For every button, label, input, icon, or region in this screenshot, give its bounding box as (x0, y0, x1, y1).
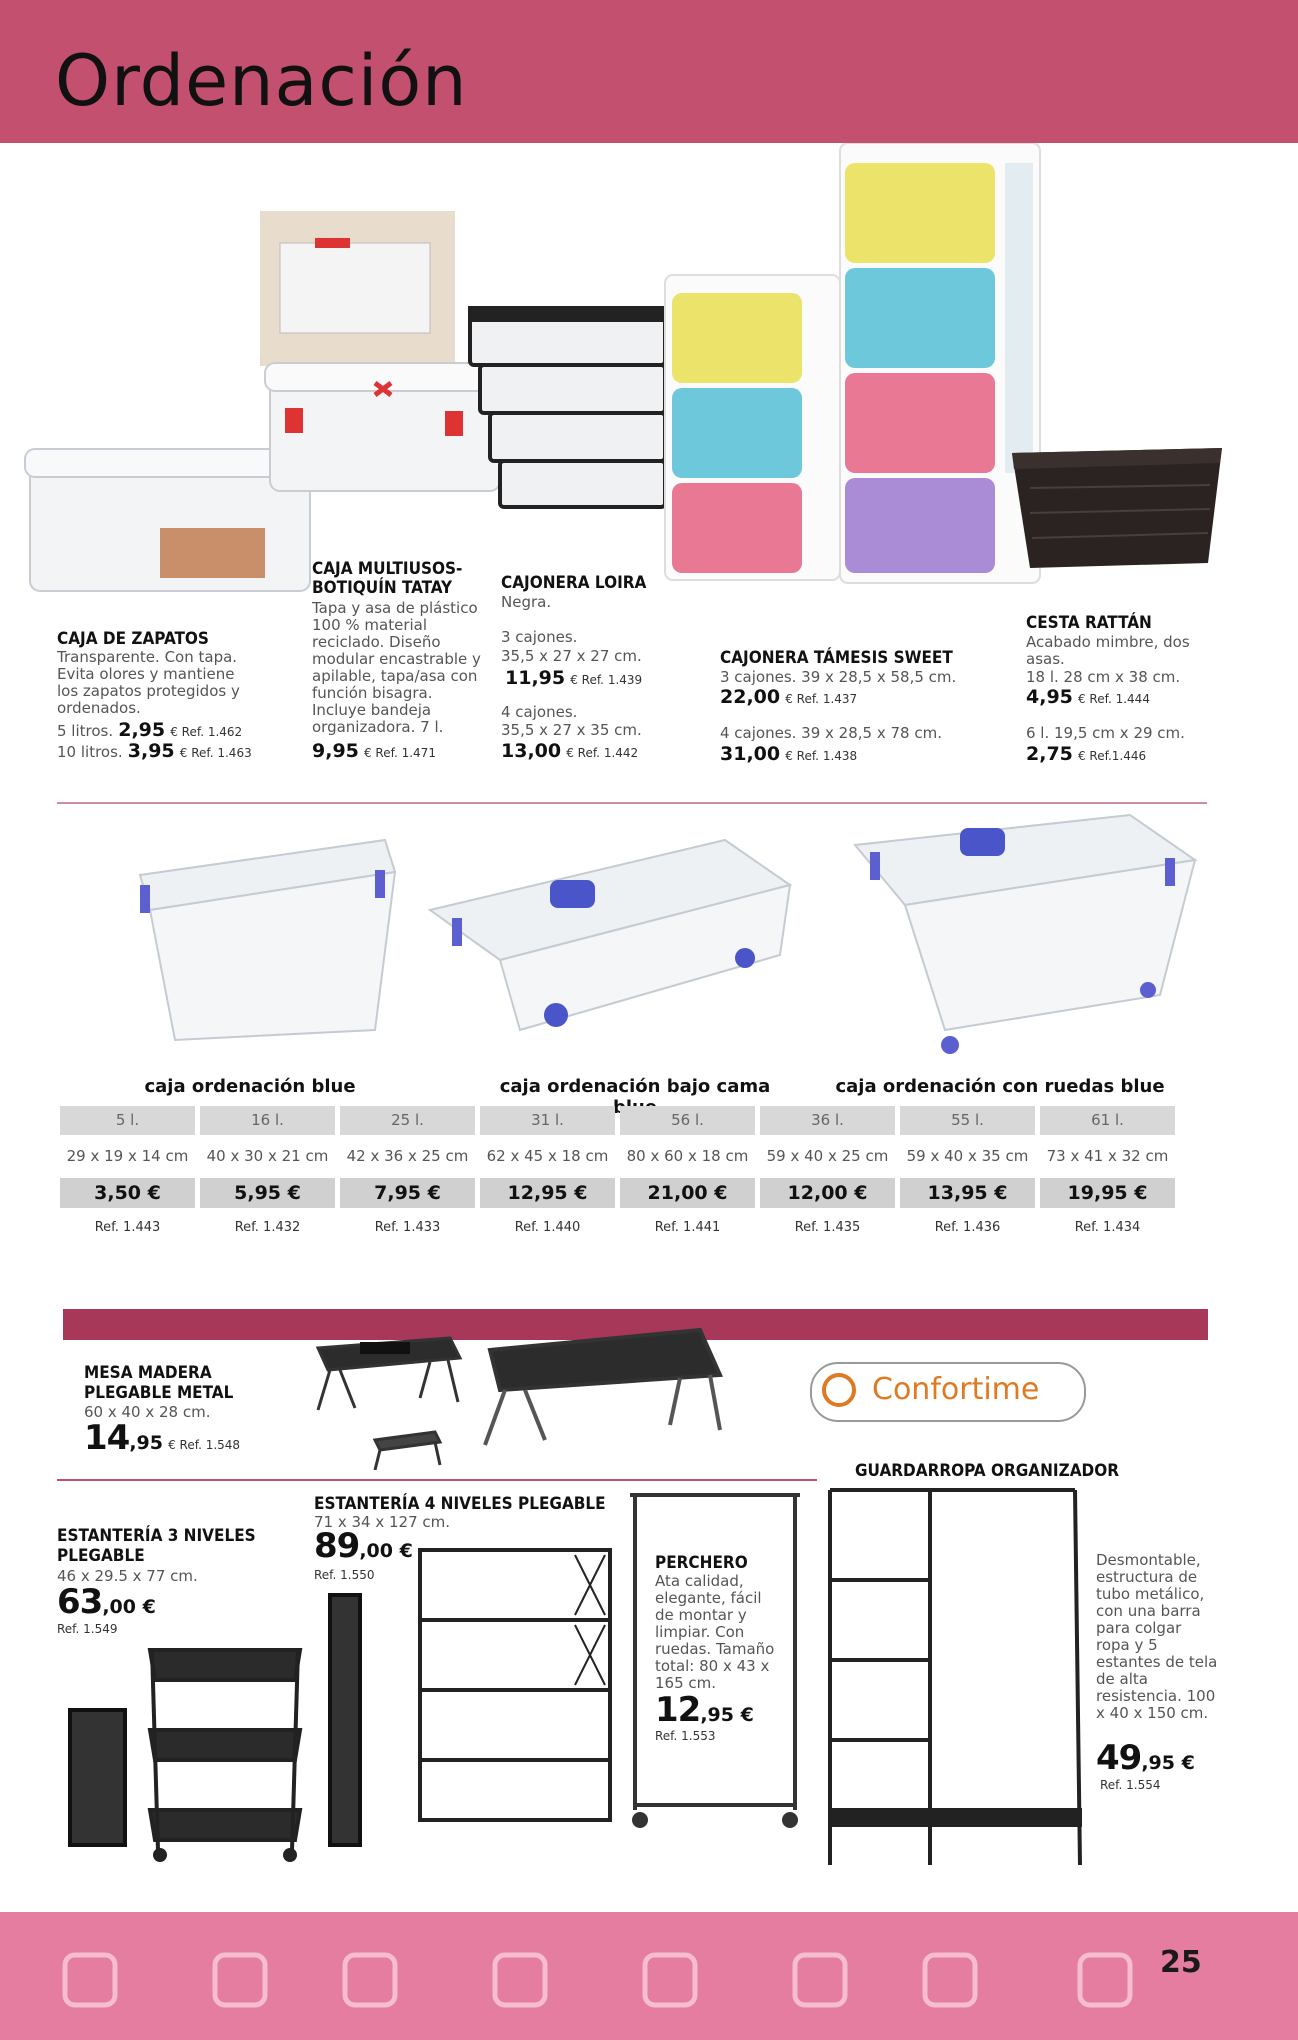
rattan-opt1-price: 4,95 (1026, 686, 1073, 708)
option-price: 2,95 (118, 719, 166, 741)
shoe-box-option-1 (57, 719, 242, 741)
shoe-box-desc: Transparente. Con tapa. Evita olores y mantiene los zapatos protegidos y ordenados. (57, 648, 240, 717)
tamesis-opt1-price: 22,00 (720, 686, 781, 708)
capacity-cell: 55 l. (900, 1106, 1035, 1135)
guardarropa-ref: Ref. 1.554 (1100, 1778, 1161, 1792)
mesa-desc: 60 x 40 x 28 cm. (84, 1403, 211, 1421)
est4-ref: Ref. 1.550 (314, 1568, 375, 1582)
page-title: Ordenación (55, 40, 468, 122)
guardarropa-desc: Desmontable, estructura de tubo metálico, con una barra para colgar ropa y 5 estantes de tela de alta resistencia. 100 x 40 x 150 cm. (1096, 1551, 1218, 1722)
est4-price-dec: ,00 € (359, 1540, 413, 1562)
price-cell: 21,00 € (620, 1178, 755, 1208)
dimensions-cell: 40 x 30 x 21 cm (206, 1147, 329, 1165)
capacity-cell: 16 l. (200, 1106, 335, 1135)
multi-box-ref: € Ref. 1.471 (363, 746, 436, 760)
loira-opt2-ref: € Ref. 1.442 (566, 746, 639, 760)
option-ref: € Ref. 1.463 (179, 746, 252, 760)
mesa-price-line (84, 1418, 240, 1458)
mesa-price-int: 14 (84, 1418, 130, 1458)
tamesis-name: CAJONERA TÁMESIS SWEET (720, 648, 953, 668)
tamesis-drawers-4-image (840, 143, 1040, 583)
option-label: 10 litros. (57, 743, 123, 761)
group-label-underbed: caja ordenación bajo cama (499, 1076, 771, 1097)
capacity-cell: 31 l. (480, 1106, 615, 1135)
loira-opt1-price-line (505, 667, 642, 689)
loira-name: CAJONERA LOIRA (501, 573, 647, 593)
mesa-name-line2: PLEGABLE METAL (84, 1383, 234, 1403)
dimensions-cell: 42 x 36 x 25 cm (346, 1147, 469, 1165)
group-label-blue: caja ordenación blue (144, 1076, 356, 1097)
rattan-opt1-price-line (1026, 686, 1150, 708)
price-cell: 3,50 € (60, 1178, 195, 1208)
dimensions-cell: 59 x 40 x 25 cm (766, 1147, 889, 1165)
multi-box-image (265, 363, 505, 491)
confortime-logo (810, 1362, 1086, 1422)
dimensions-cell: 62 x 45 x 18 cm (486, 1147, 609, 1165)
guardarropa-image (830, 1490, 1080, 1865)
multi-box-desc: Tapa y asa de plástico 100 % material reciclado. Diseño modular encastrable y apilable, tapa/asa con función bisagra. Incluye bandeja organizadora. 7 l. (312, 599, 481, 736)
confortime-logo-text: Confortime (872, 1372, 1040, 1407)
botiquin-photo-box (280, 243, 430, 333)
iron-icon (630, 1940, 710, 2020)
shoe-box-option-2 (57, 740, 252, 762)
capacity-cell: 5 l. (60, 1106, 195, 1135)
dimensions-cell: 73 x 41 x 32 cm (1046, 1147, 1169, 1165)
broom-bucket-icon (200, 1940, 280, 2020)
price-cell: 13,95 € (900, 1178, 1035, 1208)
loira-drawers-image (470, 308, 665, 507)
est3-price-dec: ,00 € (102, 1596, 156, 1618)
capacity-cell: 61 l. (1040, 1106, 1175, 1135)
ref-cell: Ref. 1.434 (1074, 1220, 1141, 1235)
multi-box-name: CAJA MULTIUSOS-BOTIQUÍN TATAY (312, 559, 463, 598)
top-product-images (0, 143, 1298, 613)
guardarropa-name: GUARDARROPA ORGANIZADOR (855, 1461, 1120, 1481)
loira-opt2-price: 13,00 (501, 740, 562, 762)
price-cell: 12,95 € (480, 1178, 615, 1208)
est4-name: ESTANTERÍA 4 NIVELES PLEGABLE (314, 1494, 606, 1514)
furniture-images (0, 1480, 1298, 1880)
ref-cell: Ref. 1.443 (94, 1220, 161, 1235)
loira-opt1-dim: 35,5 x 27 x 27 cm. (501, 647, 642, 665)
loira-opt1-ref: € Ref. 1.439 (570, 673, 643, 687)
multi-box-price: 9,95 (312, 740, 359, 762)
option-ref: € Ref. 1.462 (170, 725, 243, 739)
shelves-icon (780, 1940, 860, 2020)
est3-price-int: 63 (57, 1582, 103, 1622)
perchero-price-int: 12 (655, 1690, 701, 1730)
confortime-logo-icon (822, 1373, 856, 1407)
shoe-box-name: CAJA DE ZAPATOS (57, 629, 209, 649)
group-label-wheels: caja ordenación con ruedas blue (835, 1076, 1165, 1097)
price-cell: 5,95 € (200, 1178, 335, 1208)
box-underbed-image (430, 840, 790, 1030)
guardarropa-price-int: 49 (1096, 1738, 1142, 1778)
loira-opt2-dim: 35,5 x 27 x 35 cm. (501, 721, 642, 739)
mesa-small-image (318, 1338, 460, 1470)
shelf-3-image (70, 1650, 300, 1860)
rattan-opt2-label: 6 l. 19,5 cm x 29 cm. (1026, 724, 1185, 742)
shelf-4-image (330, 1550, 610, 1845)
tamesis-opt2-price: 31,00 (720, 743, 781, 765)
tamesis-opt1-ref: € Ref. 1.437 (785, 692, 858, 706)
box-blue-image (140, 840, 395, 1040)
page-number: 25 (1160, 1945, 1202, 1980)
dimensions-cell: 59 x 40 x 35 cm (906, 1147, 1029, 1165)
tamesis-opt2-ref: € Ref. 1.438 (785, 749, 858, 763)
price-cell: 7,95 € (340, 1178, 475, 1208)
option-label: 5 litros. (57, 722, 114, 740)
est3-ref: Ref. 1.549 (57, 1622, 118, 1636)
ref-cell: Ref. 1.436 (934, 1220, 1001, 1235)
ref-cell: Ref. 1.441 (654, 1220, 721, 1235)
dimensions-cell: 29 x 19 x 14 cm (66, 1147, 189, 1165)
mesa-large-image (485, 1330, 720, 1445)
loira-opt1-price: 11,95 (505, 667, 566, 689)
est3-desc: 46 x 29.5 x 77 cm. (57, 1567, 198, 1585)
ref-cell: Ref. 1.435 (794, 1220, 861, 1235)
guardarropa-price-dec: ,95 € (1141, 1752, 1195, 1774)
mesa-images (300, 1320, 730, 1470)
est4-price-int: 89 (314, 1526, 360, 1566)
perchero-ref: Ref. 1.553 (655, 1729, 716, 1743)
loira-desc: Negra. (501, 593, 552, 611)
tamesis-drawers-3-image (665, 275, 840, 580)
car-icon (910, 1940, 990, 2020)
tamesis-opt1-label: 3 cajones. 39 x 28,5 x 58,5 cm. (720, 668, 957, 686)
price-cell: 12,00 € (760, 1178, 895, 1208)
tamesis-opt1-price-line (720, 686, 857, 708)
perchero-desc: Ata calidad, elegante, fácil de montar y limpiar. Con ruedas. Tamaño total: 80 x 43 x 165 cm. (655, 1572, 775, 1692)
box-wheels-image (855, 815, 1195, 1054)
rattan-desc: Acabado mimbre, dos asas. (1026, 633, 1190, 668)
est4-desc: 71 x 34 x 127 cm. (314, 1513, 451, 1531)
mesa-name-line1: MESA MADERA (84, 1363, 212, 1383)
blue-boxes-images (0, 780, 1298, 1080)
rattan-opt2-ref: € Ref.1.446 (1077, 749, 1147, 763)
cooking-pot-icon (330, 1940, 410, 2020)
capacity-cell: 36 l. (760, 1106, 895, 1135)
rattan-name: CESTA RATTÁN (1026, 613, 1152, 633)
perchero-price-dec: ,95 € (700, 1704, 754, 1726)
loira-opt2-price-line (501, 740, 638, 762)
mesa-ref: € Ref. 1.548 (168, 1438, 241, 1452)
capacity-cell: 25 l. (340, 1106, 475, 1135)
toilet-icon (50, 1940, 130, 2020)
rattan-basket-image (1012, 448, 1222, 568)
multi-box-price-line (312, 740, 436, 762)
loira-opt2-label: 4 cajones. (501, 703, 578, 721)
est3-name-line2: PLEGABLE (57, 1546, 145, 1566)
dimensions-cell: 80 x 60 x 18 cm (626, 1147, 749, 1165)
mesa-price-dec: ,95 (129, 1432, 163, 1454)
rattan-opt2-price-line (1026, 743, 1146, 765)
teddy-bear-icon (1065, 1940, 1145, 2020)
loira-opt1-label: 3 cajones. (501, 628, 578, 646)
ref-cell: Ref. 1.440 (514, 1220, 581, 1235)
tv-icon (480, 1940, 560, 2020)
tamesis-opt2-price-line (720, 743, 857, 765)
capacity-cell: 56 l. (620, 1106, 755, 1135)
est3-name-line1: ESTANTERÍA 3 NIVELES (57, 1526, 256, 1546)
ref-cell: Ref. 1.432 (234, 1220, 301, 1235)
option-price: 3,95 (127, 740, 175, 762)
price-cell: 19,95 € (1040, 1178, 1175, 1208)
tamesis-opt2-label: 4 cajones. 39 x 28,5 x 78 cm. (720, 724, 942, 742)
rattan-opt2-price: 2,75 (1026, 743, 1073, 765)
ref-cell: Ref. 1.433 (374, 1220, 441, 1235)
rattan-opt1-ref: € Ref. 1.444 (1077, 692, 1150, 706)
perchero-image (630, 1495, 800, 1826)
perchero-name: PERCHERO (655, 1553, 748, 1573)
rattan-opt1-label: 18 l. 28 cm x 38 cm. (1026, 668, 1181, 686)
